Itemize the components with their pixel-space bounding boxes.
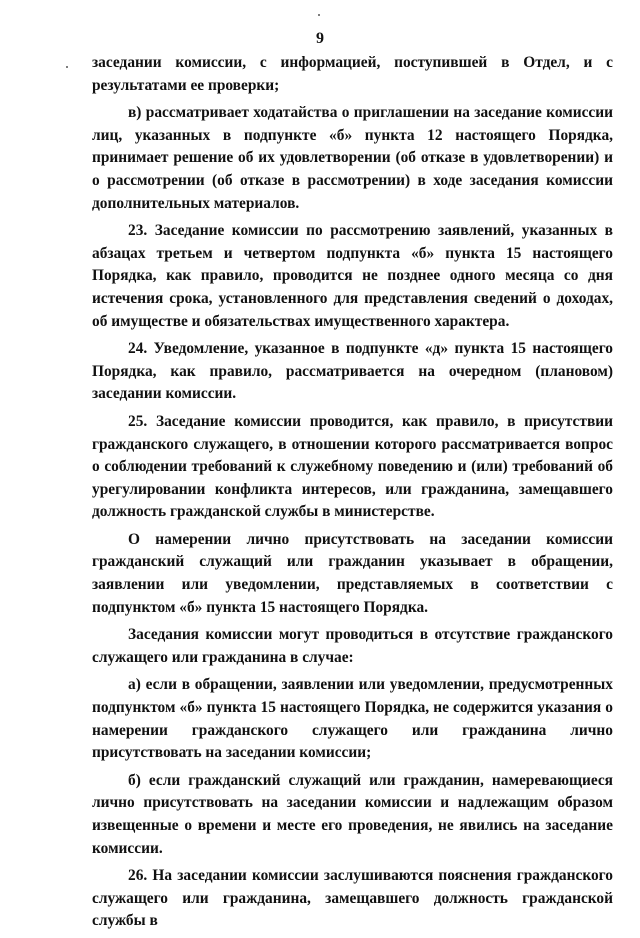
paragraph: 23. Заседание комиссии по рассмотрению заявлений, указанных в абзацах третьем и четвертом подпункта «б» пункта 15 настоящего Порядка, как правило, проводится не позднее одного месяца со дня истечения срока, установленного для представления сведений о доходах, об имуществе и обязательствах имущественного характера. <box>92 222 613 330</box>
paragraph: 26. На заседании комиссии заслушиваются пояснения гражданского служащего или гражданина, замещавшего должность гражданской службы в <box>92 867 613 930</box>
scan-speck <box>66 66 68 68</box>
paragraph: О намерении лично присутствовать на заседании комиссии гражданский служащий или гражданин указывает в обращении, заявлении или уведомлении, представляемых в соответствии с подпунктом «б» пункта 15 настоящего Порядка. <box>92 530 613 616</box>
paragraph: Заседания комиссии могут проводиться в отсутствие гражданского служащего или гражданина в случае: <box>92 626 613 666</box>
document-body <box>92 52 613 938</box>
page-number: 9 <box>316 30 324 47</box>
paragraph: а) если в обращении, заявлении или уведомлении, предусмотренных подпунктом «б» пункта 15 настоящего Порядка, не содержится указания о намерении гражданского служащего или гражданина лично присутствовать на заседании комиссии; <box>92 676 613 762</box>
paragraph: б) если гражданский служащий или гражданин, намеревающиеся лично присутствовать на заседании комиссии и надлежащим образом извещенные о времени и месте его проведения, не явились на заседание комиссии. <box>92 771 613 857</box>
paragraph: 24. Уведомление, указанное в подпункте «д» пункта 15 настоящего Порядка, как правило, рассматривается на очередном (плановом) заседании комиссии. <box>92 340 613 403</box>
paragraph: заседании комиссии, с информацией, поступившей в Отдел, и с результатами ее проверки; <box>92 54 613 94</box>
paragraph: в) рассматривает ходатайства о приглашении на заседание комиссии лиц, указанных в подпункте «б» пункта 12 настоящего Порядка, принимает решение об их удовлетворении (об отказе в удовлетворении) и о рассмотрении (об отказе в рассмотрении) в ходе заседания комиссии дополнительных материалов. <box>92 104 613 212</box>
scan-speck <box>318 14 320 16</box>
paragraph: 25. Заседание комиссии проводится, как правило, в присутствии гражданского служащего, в отношении которого рассматривается вопрос о соблюдении требований к служебному поведению и (или) требований об урегулировании конфликта интересов, или гражданина, замещавшего должность гражданской службы в министерстве. <box>92 412 613 521</box>
